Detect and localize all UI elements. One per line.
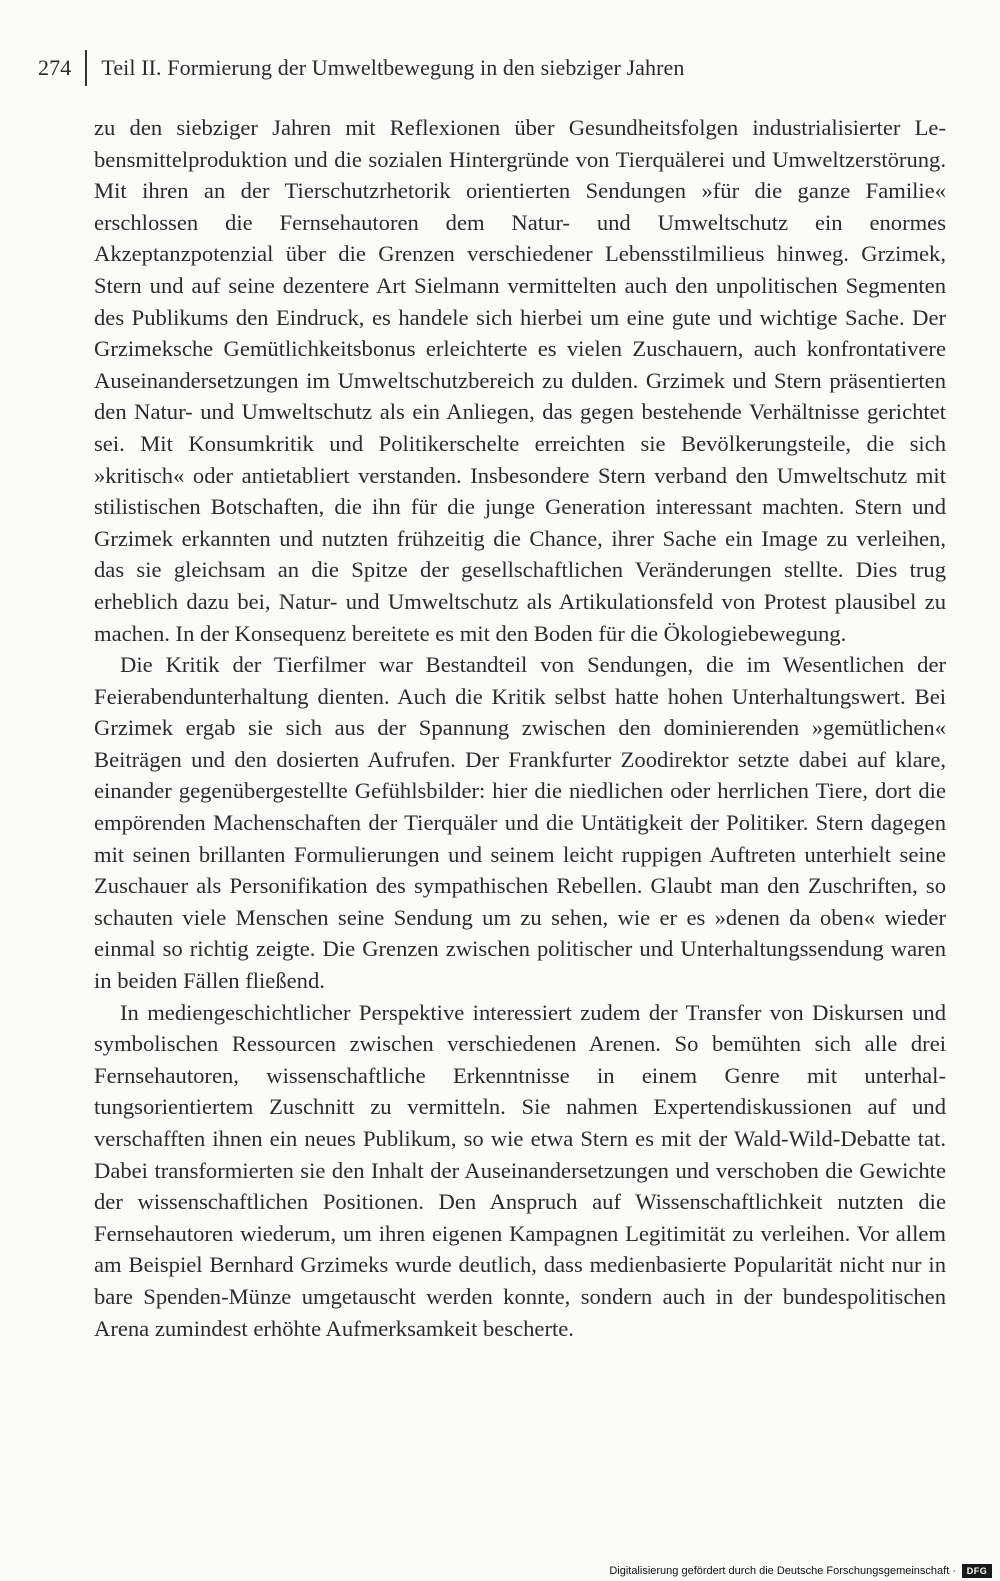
paragraph-2: Die Kritik der Tierfilmer war Bestandteil von Sendungen, die im Wesentlichen der Feierabendunterhaltung dienten. Auch die Kritik selbst hatte hohen Unterhaltungswert. Bei Grzimek ergab sie sich aus der Spannung zwischen den dominierenden »gemütlichen« Beiträgen und den dosierten Aufrufen. Der Frankfurter Zoodirektor setzte dabei auf klare, einander gegenübergestellte Gefühlsbilder: hier die niedlichen oder herrlichen Tiere, dort die empörenden Machenschaften der Tierquäler und die Untätigkeit der Politiker. Stern dagegen mit seinen brillanten Formulierungen und seinem leicht ruppigen Auftreten unterhielt seine Zuschauer als Personifikation des sympathischen Rebellen. Glaubt man den Zuschriften, so schauten viele Menschen seine Sendung um zu sehen, wie er es »denen da oben« wieder einmal so richtig zeigte. Die Grenzen zwischen politischer und Unterhaltungssendung waren in beiden Fällen fließend. <box>94 652 946 994</box>
page-header <box>38 50 960 86</box>
dfg-logo: DFG <box>962 1564 992 1578</box>
page-number: 274 <box>38 55 72 80</box>
running-head: Teil II. Formierung der Umweltbewegung in den siebziger Jahren <box>101 55 685 80</box>
paragraph-1: zu den siebziger Jahren mit Reflexionen über Gesundheitsfolgen industrialisierter Lebensmittelproduktion und die sozialen Hintergründe von Tierquälerei und Umweltzerstörung. Mit ihren an der Tierschutzrhetorik orientierten Sendungen »für die ganze Familie« erschlossen die Fernsehautoren dem Natur- und Umweltschutz ein enormes Akzeptanzpotenzial über die Grenzen verschiedener Lebensstilmilieus hinweg. Grzimek, Stern und auf seine dezentere Art Sielmann vermittelten auch den unpolitischen Segmenten des Publikums den Eindruck, es handele sich hierbei um eine gute und wichtige Sache. Der Grzimeksche Gemütlichkeitsbonus erleichterte es vielen Zuschauern, auch konfrontativere Auseinandersetzungen im Umweltschutzbereich zu dulden. Grzimek und Stern präsentierten den Natur- und Umweltschutz als ein Anliegen, das gegen bestehende Verhältnisse gerichtet sei. Mit Konsumkritik und Politikerschelte erreichten sie Bevölkerungsteile, die sich »kritisch« oder antietabliert verstanden. Insbesondere Stern verband den Umweltschutz mit stilistischen Botschaften, die ihn für die junge Generation interessant machten. Stern und Grzimek erkannten und nutzten frühzeitig die Chance, ihrer Sache ein Image zu verleihen, das sie gleichsam an die Spitze der gesellschaftlichen Veränderungen stellte. Dies trug erheblich dazu bei, Natur- und Umweltschutz als Artikulationsfeld von Protest plausibel zu machen. In der Konsequenz bereitete es mit den Boden für die Ökologiebewegung. <box>94 115 946 646</box>
header-divider <box>85 50 87 86</box>
digitization-credit: Digitalisierung gefördert durch die Deutsche Forschungsgemeinschaft · <box>609 1565 956 1577</box>
body-text <box>94 112 946 1344</box>
paragraph-3: In mediengeschichtlicher Perspektive interessiert zudem der Transfer von Diskursen und symbolischen Ressourcen zwischen verschiedenen Arenen. So bemühten sich alle drei Fernsehautoren, wissenschaftliche Erkenntnisse in einem Genre mit unterhaltungsorientiertem Zuschnitt zu vermitteln. Sie nahmen Expertendiskussionen auf und verschafften ihnen ein neues Publikum, so wie etwa Stern es mit der Wald-Wild-Debatte tat. Dabei transformierten sie den Inhalt der Auseinandersetzungen und verschoben die Gewichte der wissenschaftlichen Positionen. Den Anspruch auf Wissenschaftlichkeit nutzten die Fernsehautoren wiederum, um ihren eigenen Kampagnen Legitimität zu verleihen. Vor allem am Beispiel Bernhard Grzimeks wurde deutlich, dass medienbasierte Popularität nicht nur in bare Spenden-Münze umgetauscht werden konnte, sondern auch in der bundespolitischen Arena zumindest erhöhte Aufmerksamkeit bescherte. <box>94 999 946 1341</box>
